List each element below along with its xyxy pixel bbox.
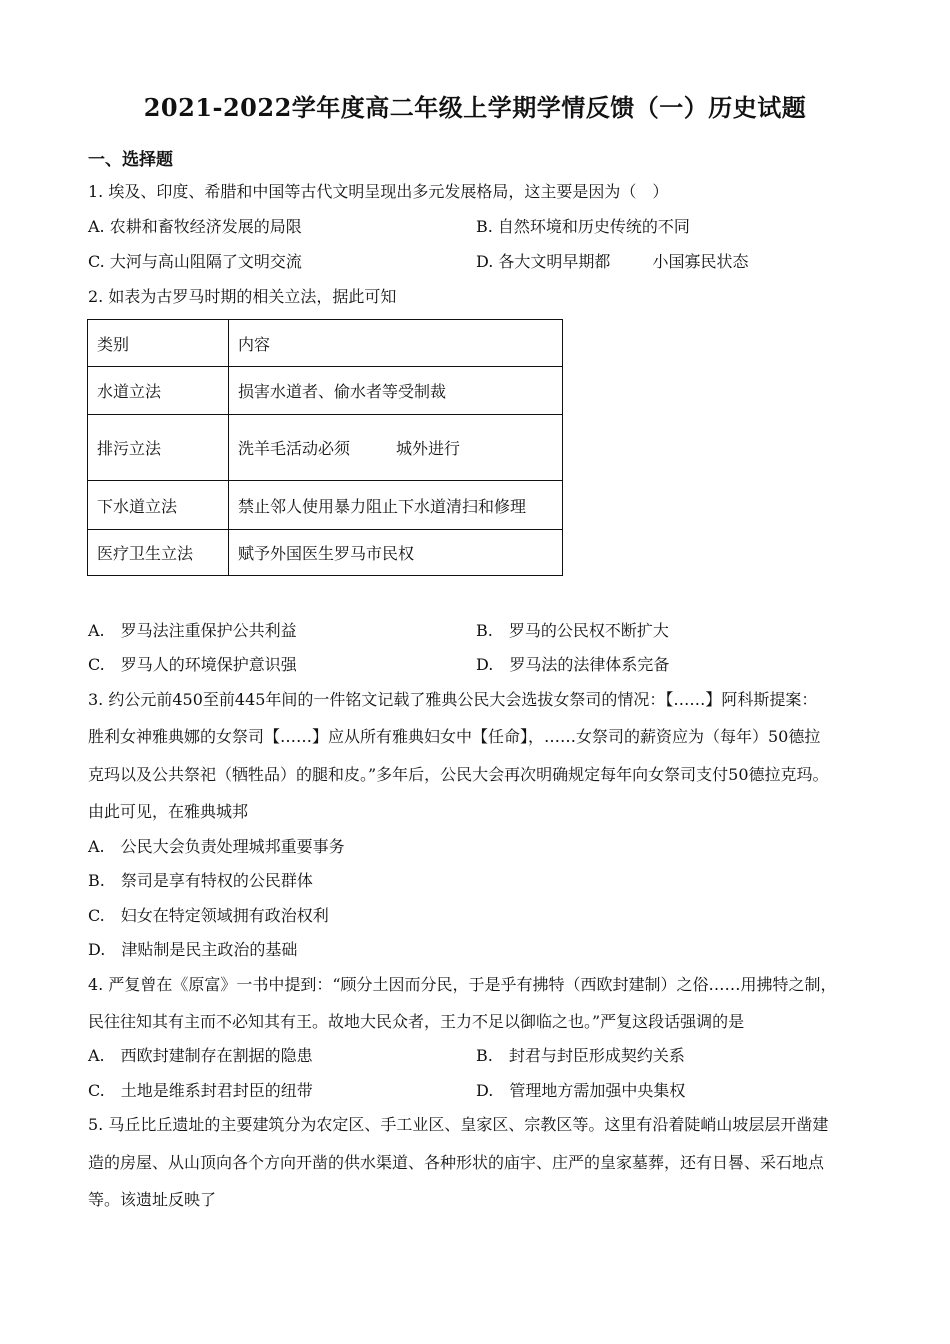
table-row xyxy=(88,530,563,576)
question-1-option-c: C. 大河与高山阻隔了文明交流 xyxy=(88,252,302,271)
question-5-stem-line-2: 造的房屋、从山顶向各个方向开凿的供水渠道、各种形状的庙宇、庄严的皇家墓葬，还有日晷、采石地点 xyxy=(88,1153,825,1172)
section-heading: 一、选择题 xyxy=(88,150,173,170)
table-cell-category: 下水道立法 xyxy=(88,481,229,530)
question-3-option-a: A. 公民大会负责处理城邦重要事务 xyxy=(88,837,345,856)
question-4-option-c: C. 土地是维系封君封臣的纽带 xyxy=(88,1081,313,1100)
table-row xyxy=(88,481,563,530)
question-2-option-c: C. 罗马人的环境保护意识强 xyxy=(88,655,297,674)
table-header-content: 内容 xyxy=(229,320,563,367)
question-5-stem-line-3: 等。该遗址反映了 xyxy=(88,1190,217,1209)
question-2-option-a: A. 罗马法注重保护公共利益 xyxy=(88,621,297,640)
question-3-option-b: B. 祭司是享有特权的公民群体 xyxy=(88,871,313,890)
question-5-stem-line-1: 5. 马丘比丘遗址的主要建筑分为农定区、手工业区、皇家区、宗教区等。这里有沿着陡峭山坡层层开凿建 xyxy=(88,1115,829,1134)
table-header-row xyxy=(88,320,563,367)
question-3-option-c: C. 妇女在特定领域拥有政治权利 xyxy=(88,906,329,925)
table-cell-category: 医疗卫生立法 xyxy=(88,530,229,576)
question-3-stem-line-2: 胜利女神雅典娜的女祭司【……】应从所有雅典妇女中【任命】，……女祭司的薪资应为（每年）50德拉 xyxy=(88,727,821,746)
table-cell-content: 损害水道者、偷水者等受制裁 xyxy=(229,367,563,415)
table-cell-category: 排污立法 xyxy=(88,415,229,481)
table-header-category: 类别 xyxy=(88,320,229,367)
table-cell-content: 禁止邻人使用暴力阻止下水道清扫和修理 xyxy=(229,481,563,530)
question-1-option-d-part2: 小国寡民状态 xyxy=(652,252,749,271)
question-1-option-d xyxy=(476,251,748,273)
question-4-stem-line-1: 4. 严复曾在《原富》一书中提到：“顾分土因而分民，于是乎有拂特（西欧封建制）之俗……用拂特之制， xyxy=(88,975,837,994)
question-4-option-b: B. 封君与封臣形成契约关系 xyxy=(476,1046,685,1065)
page-title: 2021-2022学年度高二年级上学期学情反馈（一）历史试题 xyxy=(143,93,807,122)
question-2-option-d: D. 罗马法的法律体系完备 xyxy=(476,655,670,674)
table-cell-content-part2: 城外进行 xyxy=(396,439,461,458)
question-4-option-a: A. 西欧封建制存在割据的隐患 xyxy=(88,1046,313,1065)
question-1-option-d-part1: D. 各大文明早期都 xyxy=(476,252,611,271)
question-1-option-a: A. 农耕和畜牧经济发展的局限 xyxy=(88,217,302,236)
question-1-option-b: B. 自然环境和历史传统的不同 xyxy=(476,217,690,236)
table-row xyxy=(88,367,563,415)
question-3-stem-line-4: 由此可见，在雅典城邦 xyxy=(88,802,249,821)
question-3-option-d: D. 津贴制是民主政治的基础 xyxy=(88,940,298,959)
question-4-stem-line-2: 民往往知其有主而不必知其有王。故地大民众者，王力不足以御临之也。”严复这段话强调的是 xyxy=(88,1012,745,1031)
table-cell-content-part1: 洗羊毛活动必须 xyxy=(238,439,351,458)
question-3-stem-line-3: 克玛以及公共祭祀（牺牲品）的腿和皮。”多年后，公民大会再次明确规定每年向女祭司支付50德拉克玛。 xyxy=(88,765,829,784)
question-4-option-d: D. 管理地方需加强中央集权 xyxy=(476,1081,686,1100)
question-3-stem-line-1: 3. 约公元前450至前445年间的一件铭文记载了雅典公民大会选拔女祭司的情况：【……】阿科斯提案： xyxy=(88,690,818,709)
question-2-stem: 2. 如表为古罗马时期的相关立法，据此可知 xyxy=(88,287,397,306)
table-cell-content xyxy=(229,415,563,481)
table-cell-category: 水道立法 xyxy=(88,367,229,415)
table-cell-content: 赋予外国医生罗马市民权 xyxy=(229,530,563,576)
table-row xyxy=(88,415,563,481)
question-1-stem: 1. 埃及、印度、希腊和中国等古代文明呈现出多元发展格局，这主要是因为（ ） xyxy=(88,182,669,201)
roman-law-table xyxy=(87,319,563,576)
question-2-option-b: B. 罗马的公民权不断扩大 xyxy=(476,621,669,640)
